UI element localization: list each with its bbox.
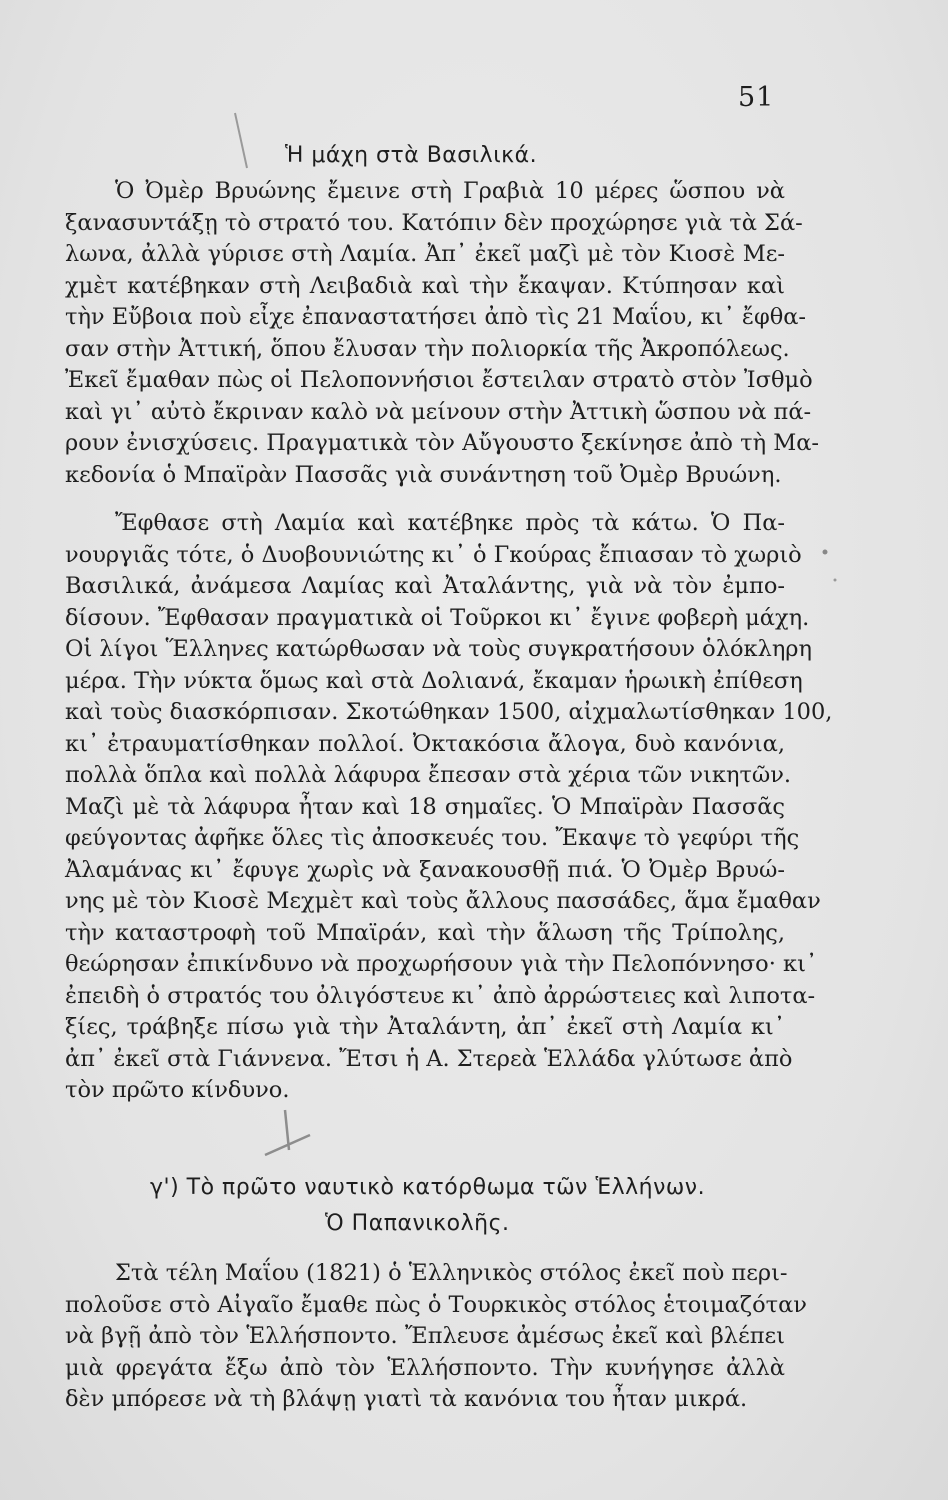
text-line: κι᾽ ἐτραυματίσθηκαν πολλοί. Ὀκτακόσια ἄλογα, δυὸ κανόνια,	[65, 730, 785, 757]
text-line: Οἱ λίγοι Ἕλληνες κατώρθωσαν νὰ τοὺς συγκρατήσουν ὁλόκληρη	[65, 636, 813, 662]
paragraph-3	[65, 1258, 807, 1416]
text-line: Βασιλικά, ἀνάμεσα Λαμίας καὶ Ἀταλάντης, γιὰ νὰ τὸν ἐμπο-	[65, 573, 785, 599]
text-line: Ἐκεῖ ἔμαθαν πὼς οἱ Πελοποννήσιοι ἔστειλαν στρατὸ στὸν Ἰσθμὸ	[65, 367, 813, 393]
text-line: πολλὰ ὅπλα καὶ πολλὰ λάφυρα ἔπεσαν στὰ χέρια τῶν νικητῶν.	[65, 762, 792, 788]
text-line: Στὰ τέλη Μαΐου (1821) ὁ Ἑλληνικὸς στόλος ἐκεῖ ποὺ περι-	[115, 1260, 788, 1286]
text-line: τὴν Εὔβοια ποὺ εἶχε ἐπαναστατήσει ἀπὸ τὶς 21 Μαΐου, κι᾽ ἔφθα-	[65, 304, 807, 330]
text-line: φεύγοντας ἀφῆκε ὅλες τὶς ἀποσκευές του. Ἔκαψε τὸ γεφύρι τῆς	[65, 825, 800, 851]
pencil-mark-icon	[225, 108, 265, 178]
text-line: τὸν πρῶτο κίνδυνο.	[65, 1077, 290, 1103]
text-line: σαν στὴν Ἀττική, ὅπου ἔλυσαν τὴν πολιορκία τῆς Ἀκροπόλεως.	[65, 335, 790, 362]
text-line: νουργιᾶς τότε, ὁ Δυοβουνιώτης κι᾽ ὁ Γκούρας ἔπιασαν τὸ χωριὸ	[65, 541, 802, 568]
text-line: δίσουν. Ἔφθασαν πραγματικὰ οἱ Τοῦρκοι κι᾽ ἔγινε φοβερὴ μάχη.	[65, 604, 810, 631]
text-line: Ἀλαμάνας κι᾽ ἔφυγε χωρὶς νὰ ξανακουσθῇ πιά. Ὁ Ὀμὲρ Βρυώ-	[65, 856, 785, 883]
ink-speck-icon	[815, 540, 845, 590]
text-line: ἀπ᾽ ἐκεῖ στὰ Γιάννενα. Ἔτσι ἡ Α. Στερεὰ Ἑλλάδα γλύτωσε ἀπὸ	[65, 1045, 793, 1072]
text-line: νὰ βγῇ ἀπὸ τὸν Ἑλλήσποντο. Ἔπλευσε ἀμέσως ἐκεῖ καὶ βλέπει	[65, 1323, 785, 1349]
text-line: Ἔφθασε στὴ Λαμία καὶ κατέβηκε πρὸς τὰ κάτω. Ὁ Πα-	[115, 510, 785, 536]
text-line: λωνα, ἀλλὰ γύρισε στὴ Λαμία. Ἀπ᾽ ἐκεῖ μαζὶ μὲ τὸν Κιοσὲ Με-	[65, 241, 785, 267]
text-line: καὶ τοὺς διασκόρπισαν. Σκοτώθηκαν 1500, αἰχμαλωτίσθηκαν 100,	[65, 699, 833, 725]
text-line: θεώρησαν ἐπικίνδυνο νὰ προχωρήσουν γιὰ τὴν Πελοπόννησο· κι᾽	[65, 951, 818, 977]
text-line: ξανασυντάξῃ τὸ στρατό του. Κατόπιν δὲν προχώρησε γιὰ τὰ Σά-	[65, 209, 803, 236]
section-heading: Ἡ μάχη στὰ Βασιλικά.	[285, 143, 538, 168]
text-line: Ὁ Ὀμὲρ Βρυώνης ἔμεινε στὴ Γραβιὰ 10 μέρες ὥσπου νὰ	[115, 178, 785, 204]
subsection-subheading: Ὁ Παπανικολῆς.	[325, 1211, 510, 1236]
text-line: ρουν ἐνισχύσεις. Πραγματικὰ τὸν Αὔγουστο ξεκίνησε ἀπὸ τὴ Μα-	[65, 430, 820, 456]
text-line: τὴν καταστροφὴ τοῦ Μπαϊράν, καὶ τὴν ἅλωση τῆς Τρίπολης,	[65, 919, 785, 946]
paragraph-2	[65, 508, 833, 1107]
page-number: 51	[738, 82, 775, 113]
pencil-stroke-icon	[255, 1105, 315, 1165]
paragraph-1	[65, 176, 820, 491]
text-line: μιὰ φρεγάτα ἔξω ἀπὸ τὸν Ἑλλήσποντο. Τὴν κυνήγησε ἀλλὰ	[65, 1354, 785, 1381]
subsection-heading: γ') Τὸ πρῶτο ναυτικὸ κατόρθωμα τῶν Ἑλλήνων.	[150, 1175, 706, 1200]
text-line: ξίες, τράβηξε πίσω γιὰ τὴν Ἀταλάντη, ἀπ᾽ ἐκεῖ στὴ Λαμία κι᾽	[65, 1014, 785, 1040]
text-line: ἐπειδὴ ὁ στρατός του ὀλιγόστευε κι᾽ ἀπὸ ἀρρώστειες καὶ λιποτα-	[65, 982, 816, 1009]
text-line: κεδονία ὁ Μπαϊρὰν Πασσᾶς γιὰ συνάντηση τοῦ Ὀμὲρ Βρυώνη.	[65, 461, 782, 488]
text-line: μέρα. Τὴν νύκτα ὅμως καὶ στὰ Δολιανά, ἔκαμαν ἡρωικὴ ἐπίθεση	[65, 667, 803, 694]
text-line: πολοῦσε στὸ Αἰγαῖο ἔμαθε πὼς ὁ Τουρκικὸς στόλος ἑτοιμαζόταν	[65, 1291, 807, 1318]
text-line: Μαζὶ μὲ τὰ λάφυρα ἦταν καὶ 18 σημαῖες. Ὁ Μπαϊρὰν Πασσᾶς	[65, 793, 785, 820]
text-line: νης μὲ τὸν Κιοσὲ Μεχμὲτ καὶ τοὺς ἄλλους πασσάδες, ἅμα ἔμαθαν	[65, 888, 821, 914]
text-line: δὲν μπόρεσε νὰ τὴ βλάψῃ γιατὶ τὰ κανόνια του ἦταν μικρά.	[65, 1386, 748, 1412]
text-line: χμὲτ κατέβηκαν στὴ Λειβαδιὰ καὶ τὴν ἔκαψαν. Κτύπησαν καὶ	[65, 272, 785, 299]
text-line: καὶ γι᾽ αὐτὸ ἔκριναν καλὸ νὰ μείνουν στὴν Ἀττικὴ ὥσπου νὰ πά-	[65, 398, 812, 425]
